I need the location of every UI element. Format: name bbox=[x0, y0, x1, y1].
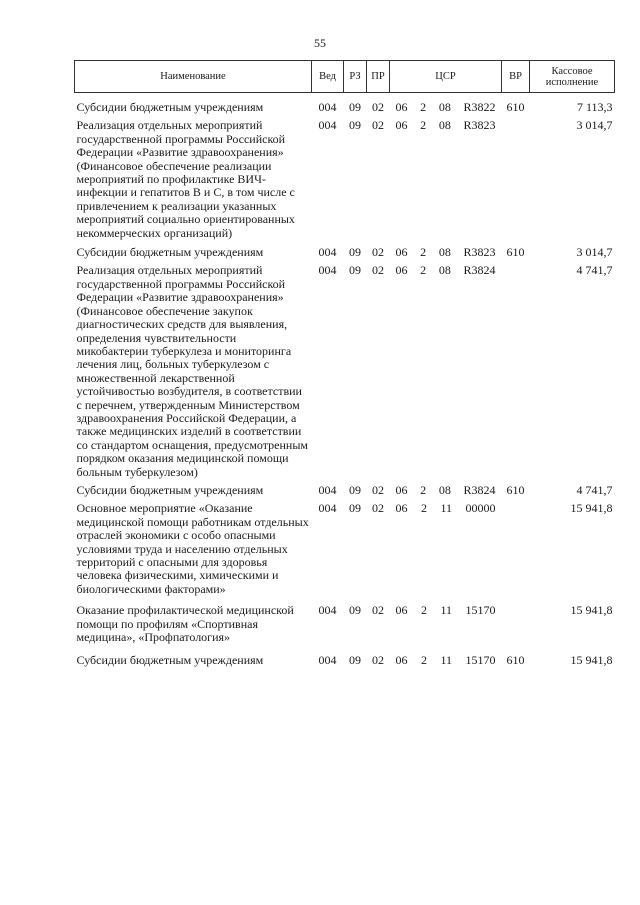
csr-direction: R3824 bbox=[463, 482, 496, 497]
row-ved: 004 bbox=[318, 245, 337, 260]
row-pr: 02 bbox=[372, 245, 384, 260]
csr-event: 08 bbox=[438, 100, 451, 114]
row-pr: 02 bbox=[372, 603, 384, 618]
csr-subprogram: 2 bbox=[420, 603, 427, 618]
row-sum: 3 014,7 bbox=[576, 245, 613, 260]
row-sum: 7 113,3 bbox=[576, 100, 613, 114]
row-vr bbox=[502, 119, 530, 240]
row-sum: 15 941,8 bbox=[570, 653, 613, 668]
csr-event: 08 bbox=[438, 245, 451, 260]
csr-event: 11 bbox=[440, 653, 452, 668]
row-ved: 004 bbox=[318, 100, 337, 114]
row-vr bbox=[502, 502, 530, 596]
row-ved: 004 bbox=[318, 482, 337, 497]
csr-program: 06 bbox=[395, 653, 408, 668]
row-pr: 02 bbox=[372, 501, 384, 516]
row-vr bbox=[502, 604, 530, 644]
row-name: Субсидии бюджетным учреждениям bbox=[76, 100, 264, 114]
table-row bbox=[75, 484, 615, 497]
row-vr bbox=[502, 264, 530, 479]
row-name: Реализация отдельных мероприятий государственной программы Российской Федерации «Развитие здравоохранения» (Финансовое обеспечение реализации мероприятий по профилактике ВИЧ-инфекции и гепатитов В и С, в том числе с привлечением к реализации указанных мероприятий социально ориентированных некоммерческих организаций) bbox=[76, 118, 295, 240]
csr-direction: R3822 bbox=[463, 100, 496, 114]
row-vr: 610 bbox=[506, 245, 525, 260]
header-pr: ПР bbox=[367, 61, 390, 93]
row-vr: 610 bbox=[506, 653, 525, 668]
table-row bbox=[75, 264, 615, 479]
row-vr: 610 bbox=[506, 482, 525, 497]
table-row bbox=[75, 502, 615, 596]
csr-program: 06 bbox=[395, 100, 408, 114]
row-vr: 610 bbox=[506, 100, 525, 114]
row-rz: 09 bbox=[349, 482, 361, 497]
row-rz: 09 bbox=[349, 118, 361, 133]
csr-direction: R3824 bbox=[463, 263, 496, 278]
csr-direction: 00000 bbox=[465, 501, 496, 516]
table-header bbox=[75, 61, 615, 93]
row-name: Реализация отдельных мероприятий государственной программы Российской Федерации «Развитие здравоохранения» (Финансовое обеспечение закупок диагностических средств для выявления, определения чувствительности микобактерии туберкулеза и мониторинга лечения лиц, больных туберкулезом с множественной лекарственной устойчивостью возбудителя, в соответствии с перечнем, утвержденным Министерством здравоохранения Российской Федерации, а также медицинских изделий в соответствии со стандартом оснащения, предусмотренным порядком оказания медицинской помощи больным туберкулезом) bbox=[76, 263, 308, 479]
row-csr bbox=[390, 484, 502, 497]
row-name: Основное мероприятие «Оказание медицинской помощи работникам отдельных отраслей экономики с особо опасными условиями труда и населению отдельных территорий с опасными для здоровья человека физическими, химическими и биологическими факторами» bbox=[76, 501, 309, 596]
csr-direction: R3823 bbox=[463, 245, 496, 260]
csr-event: 08 bbox=[438, 263, 451, 278]
row-rz: 09 bbox=[349, 263, 361, 278]
row-rz: 09 bbox=[349, 501, 361, 516]
row-csr bbox=[390, 246, 502, 259]
csr-program: 06 bbox=[395, 501, 408, 516]
csr-subprogram: 2 bbox=[420, 653, 427, 668]
row-pr: 02 bbox=[372, 653, 384, 668]
row-name: Оказание профилактической медицинской помощи по профилям «Спортивная медицина», «Профпатология» bbox=[76, 603, 294, 645]
row-csr bbox=[390, 119, 502, 240]
header-ved: Вед bbox=[312, 61, 344, 93]
csr-direction: R3823 bbox=[463, 118, 496, 133]
csr-subprogram: 2 bbox=[420, 263, 427, 278]
csr-program: 06 bbox=[395, 245, 408, 260]
csr-subprogram: 2 bbox=[420, 100, 427, 114]
header-sum: Кассовое исполнение bbox=[530, 61, 615, 93]
row-pr: 02 bbox=[372, 263, 384, 278]
csr-subprogram: 2 bbox=[420, 118, 427, 133]
csr-event: 11 bbox=[440, 603, 452, 618]
row-ved: 004 bbox=[318, 501, 337, 516]
csr-program: 06 bbox=[395, 118, 408, 133]
row-pr: 02 bbox=[372, 482, 384, 497]
row-csr bbox=[390, 101, 502, 114]
csr-program: 06 bbox=[395, 263, 408, 278]
row-csr bbox=[390, 654, 502, 667]
csr-subprogram: 2 bbox=[420, 245, 427, 260]
csr-direction: 15170 bbox=[465, 653, 496, 668]
row-csr bbox=[390, 502, 502, 596]
header-rz: РЗ bbox=[344, 61, 367, 93]
table-row bbox=[75, 246, 615, 259]
table-body bbox=[75, 93, 615, 668]
csr-subprogram: 2 bbox=[420, 482, 427, 497]
csr-event: 08 bbox=[438, 118, 451, 133]
row-sum: 15 941,8 bbox=[570, 603, 613, 618]
row-ved: 004 bbox=[318, 263, 337, 278]
row-rz: 09 bbox=[349, 653, 361, 668]
table-row bbox=[75, 101, 615, 114]
row-rz: 09 bbox=[349, 603, 361, 618]
table-row bbox=[75, 654, 615, 667]
header-name: Наименование bbox=[75, 61, 312, 93]
row-pr: 02 bbox=[372, 118, 384, 133]
row-ved: 004 bbox=[318, 603, 337, 618]
page-number: 55 bbox=[314, 36, 326, 50]
header-vr: ВР bbox=[502, 61, 530, 93]
csr-direction: 15170 bbox=[465, 603, 496, 618]
csr-program: 06 bbox=[395, 603, 408, 618]
row-rz: 09 bbox=[349, 245, 361, 260]
row-csr bbox=[390, 264, 502, 479]
csr-event: 11 bbox=[440, 501, 452, 516]
row-csr bbox=[390, 604, 502, 644]
row-ved: 004 bbox=[318, 653, 337, 668]
row-sum: 4 741,7 bbox=[576, 482, 613, 497]
csr-subprogram: 2 bbox=[420, 501, 427, 516]
row-name: Субсидии бюджетным учреждениям bbox=[76, 653, 264, 668]
row-sum: 4 741,7 bbox=[576, 263, 613, 278]
csr-program: 06 bbox=[395, 482, 408, 497]
row-name: Субсидии бюджетным учреждениям bbox=[76, 482, 264, 497]
row-rz: 09 bbox=[349, 100, 361, 114]
table-row bbox=[75, 119, 615, 240]
row-pr: 02 bbox=[372, 100, 384, 114]
csr-event: 08 bbox=[438, 482, 451, 497]
row-ved: 004 bbox=[318, 118, 337, 133]
budget-table bbox=[74, 60, 615, 668]
row-sum: 15 941,8 bbox=[570, 501, 613, 516]
row-name: Субсидии бюджетным учреждениям bbox=[76, 245, 264, 260]
row-sum: 3 014,7 bbox=[576, 118, 613, 133]
header-csr: ЦСР bbox=[390, 61, 502, 93]
table-row bbox=[75, 604, 615, 644]
